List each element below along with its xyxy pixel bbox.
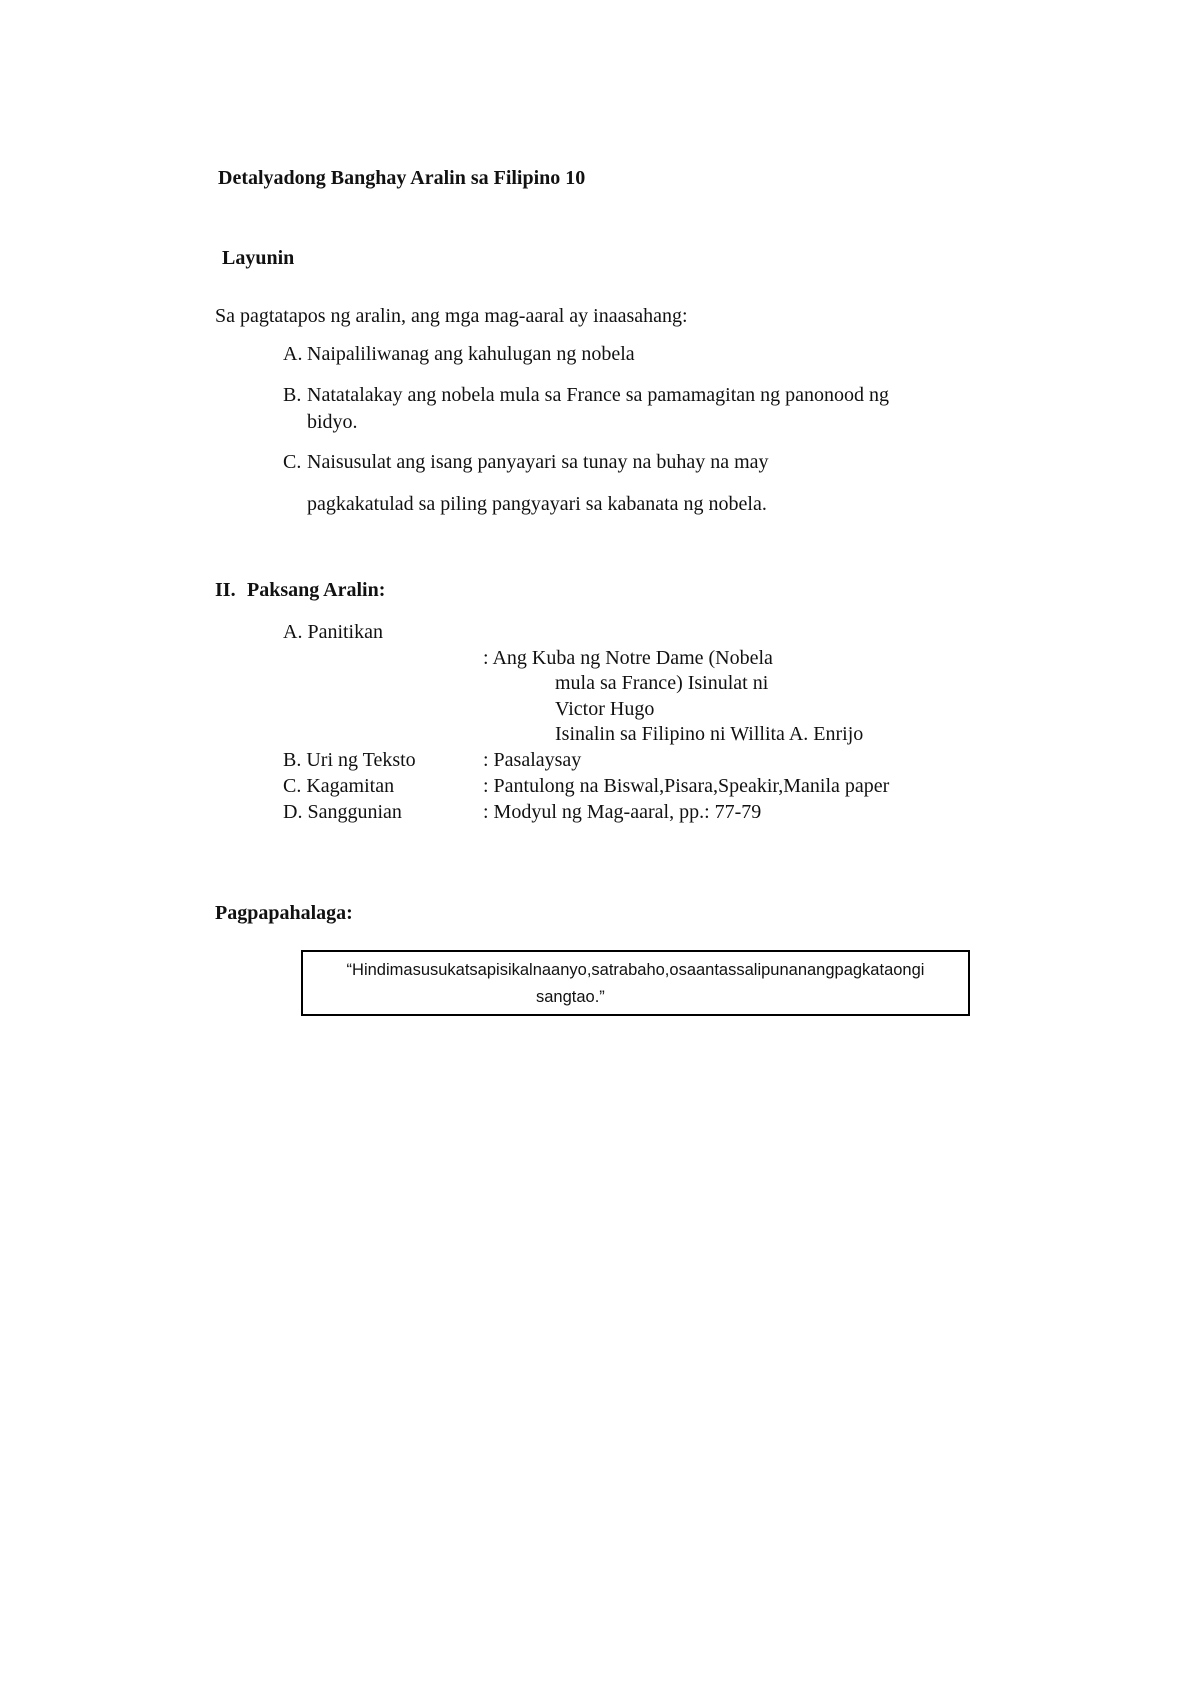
text-type-value: : Pasalaysay: [483, 749, 582, 771]
quote-line-2: sangtao.”: [536, 988, 605, 1006]
quote-line-1: “Hindimasusukatsapisikalnaanyo,satrabaho,osaantassalipunanangpagkataongi: [346, 961, 925, 979]
literature-value-line-2: mula sa France) Isinulat ni: [555, 672, 769, 694]
reference-value: : Modyul ng Mag-aaral, pp.: 77-79: [483, 801, 762, 823]
quote-box: [301, 950, 970, 1016]
objective-a-text: Naipaliliwanag ang kahulugan ng nobela: [307, 343, 635, 365]
objective-c-letter: C.: [283, 451, 302, 473]
materials-label: C. Kagamitan: [283, 775, 395, 797]
document-title: Detalyadong Banghay Aralin sa Filipino 10: [218, 167, 586, 189]
objective-b-text-line-2: bidyo.: [307, 411, 358, 433]
reference-label: D. Sanggunian: [283, 801, 402, 823]
objective-c-text-line-2: pagkakatulad sa piling pangyayari sa kabanata ng nobela.: [307, 493, 767, 515]
objective-a-letter: A.: [283, 343, 303, 365]
literature-label: A. Panitikan: [283, 621, 383, 643]
text-type-label: B. Uri ng Teksto: [283, 749, 416, 771]
valuing-heading: Pagpapahalaga:: [215, 902, 353, 924]
objectives-heading: Layunin: [222, 247, 295, 269]
objective-b-letter: B.: [283, 384, 302, 406]
objective-b-text-line-1: Natatalakay ang nobela mula sa France sa pamamagitan ng panonood ng: [307, 384, 890, 406]
literature-value-line-1: : Ang Kuba ng Notre Dame (Nobela: [483, 647, 773, 669]
literature-value-line-3: Victor Hugo: [555, 698, 655, 720]
subject-matter-heading: Paksang Aralin:: [247, 579, 386, 601]
literature-value-line-4: Isinalin sa Filipino ni Willita A. Enrijo: [555, 723, 864, 745]
objectives-intro: Sa pagtatapos ng aralin, ang mga mag-aaral ay inaasahang:: [215, 305, 688, 327]
materials-value: : Pantulong na Biswal,Pisara,Speakir,Manila paper: [483, 775, 890, 797]
objective-c-text-line-1: Naisusulat ang isang panyayari sa tunay na buhay na may: [307, 451, 769, 473]
section-number: II.: [215, 579, 236, 601]
